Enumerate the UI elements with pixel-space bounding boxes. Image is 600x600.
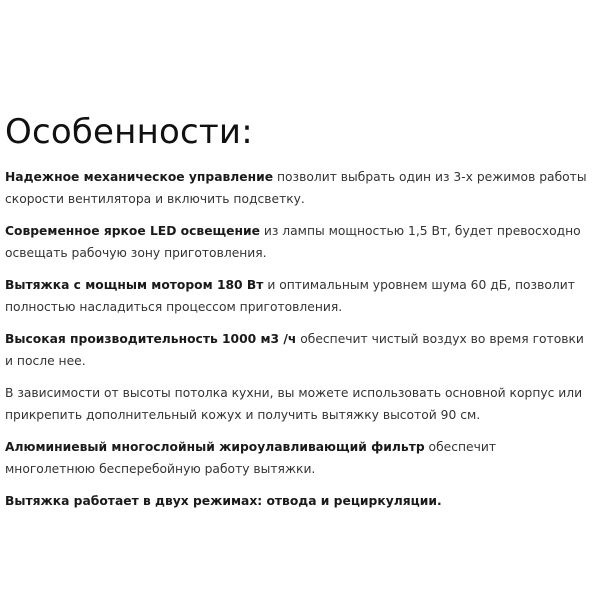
feature-title: Современное яркое LED освещение — [5, 224, 260, 238]
features-section — [5, 110, 590, 522]
feature-description: обеспечит многолетнюю бесперебойную работу вытяжки. — [5, 440, 497, 476]
feature-title: Высокая производительность 1000 м3 /ч — [5, 332, 297, 346]
feature-paragraph-height — [5, 382, 590, 426]
feature-paragraph-control — [5, 166, 590, 210]
feature-description: В зависимости от высоты потолка кухни, вы можете использовать основной корпус или прикрепить дополнительный кожух и получить вытяжку высотой 90 см. — [5, 386, 583, 422]
feature-paragraph-motor — [5, 274, 590, 318]
feature-description: и оптимальным уровнем шума 60 дБ, позволит полностью насладиться процессом приготовления. — [5, 278, 575, 314]
feature-title: Надежное механическое управление — [5, 170, 274, 184]
feature-paragraph-filter — [5, 436, 590, 480]
features-heading: Особенности: — [5, 112, 253, 152]
feature-paragraph-modes — [5, 490, 590, 512]
feature-title: Алюминиевый многослойный жироулавливающий фильтр — [5, 440, 425, 454]
feature-description: позволит выбрать один из 3-х режимов работы скорости вентилятора и включить подсветку. — [5, 170, 587, 206]
feature-title: Вытяжка с мощным мотором 180 Вт — [5, 278, 264, 292]
feature-paragraph-performance — [5, 328, 590, 372]
feature-description: из лампы мощностью 1,5 Вт, будет превосходно освещать рабочую зону приготовления. — [5, 224, 581, 260]
feature-title: Вытяжка работает в двух режимах: отвода и рециркуляции. — [5, 494, 442, 508]
feature-paragraph-lighting — [5, 220, 590, 264]
feature-description: обеспечит чистый воздух во время готовки и после нее. — [5, 332, 584, 368]
